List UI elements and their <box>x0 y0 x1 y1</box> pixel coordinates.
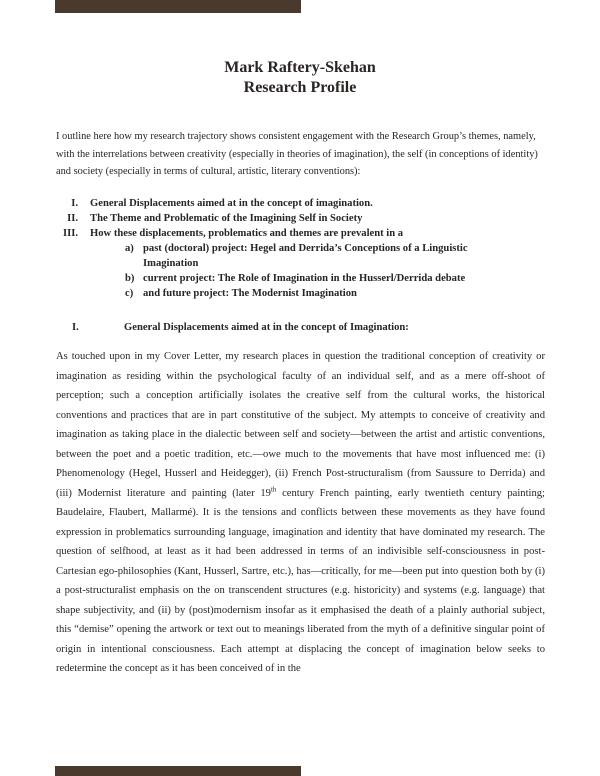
outline-subitem <box>56 241 483 271</box>
author-name: Mark Raftery-Skehan <box>224 59 376 76</box>
body-text-part1: As touched upon in my Cover Letter, my research places in question the traditional conception of creativity or imagination as residing within the psychological faculty of an individual self, and as a mere off-shoot of perception; such a conception artificially isolates the creative self from the cultural works, the historical conventions and practices that are in part constitutive of the subject. My attempts to conceive of creativity and imagination as taking place in the dialectic between self and society—between the artist and artistic conventions, between the poet and a poetic tradition, etc.—owe much to the movements that have most influenced me: (i) Phenomenology (Hegel, Husserl and Heidegger), (ii) French Post-structuralism (from Saussure to Derrida) and (iii) Modernist literature and painting (later 19 <box>56 351 545 499</box>
outline-number: I. <box>71 198 78 209</box>
outline-subitem <box>56 271 545 286</box>
section-heading <box>56 320 409 335</box>
outline-item <box>56 211 545 226</box>
subitem-text: current project: The Role of Imagination in the Husserl/Derrida debate <box>143 273 466 284</box>
body-paragraph <box>56 347 545 679</box>
section-number: I. <box>72 322 79 333</box>
outline-subitem <box>56 286 545 301</box>
subitem-letter: c) <box>125 288 134 299</box>
intro-paragraph: I outline here how my research trajectory shows consistent engagement with the Research Group’s themes, namely, with the interrelations between creativity (especially in theories of imagination), the self (in conceptions of identity) and society (especially in terms of cultural, artistic, literary conventions): <box>56 131 538 177</box>
outline-text: General Displacements aimed at in the concept of imagination. <box>90 198 373 209</box>
superscript-th: th <box>270 484 277 493</box>
body-text-part2: century French painting, early twentieth century painting; Baudelaire, Flaubert, Mallarmé). It is the tensions and conflicts between these movements as they have found expression in problematics surrounding language, imagination and identity that have dominated my research. The question of selfhood, at least as it had been addressed in terms of an indivisible self-consciousness in post-Cartesian ego-philosophies (Kant, Husserl, Sartre, etc.), has—critically, for me—been put into question both by (i) a post-structuralist emphasis on the on transcendent structures (e.g. historicity) and systems (e.g. language) that shape subjectivity, and (ii) by (post)modernism insofar as it emphasised the death of a plainly authorial subject, this “demise” opening the artwork or text out to meanings liberated from the myth of a definitive singular point of origin in intentional consciousness. Each attempt at displacing the concept of imagination below seeks to redetermine the concept as it has been conceived of in the <box>56 487 545 674</box>
outline-number: III. <box>62 228 78 239</box>
header-decoration-bar <box>55 0 301 13</box>
section-title: General Displacements aimed at in the concept of Imagination: <box>124 322 409 333</box>
subitem-text: past (doctoral) project: Hegel and Derrida’s Conceptions of a Linguistic Imagination <box>143 243 468 269</box>
subitem-text: and future project: The Modernist Imagination <box>143 288 357 299</box>
outline-text: The Theme and Problematic of the Imagining Self in Society <box>90 213 363 224</box>
outline-item <box>56 226 545 241</box>
page-subtitle: Research Profile <box>243 79 357 96</box>
outline-list <box>56 196 545 301</box>
footer-decoration-bar <box>55 766 301 776</box>
subitem-letter: b) <box>125 273 135 284</box>
outline-text: How these displacements, problematics and themes are prevalent in a <box>90 228 404 239</box>
outline-item <box>56 196 545 211</box>
subitem-letter: a) <box>125 243 134 254</box>
outline-number: II. <box>67 213 78 224</box>
